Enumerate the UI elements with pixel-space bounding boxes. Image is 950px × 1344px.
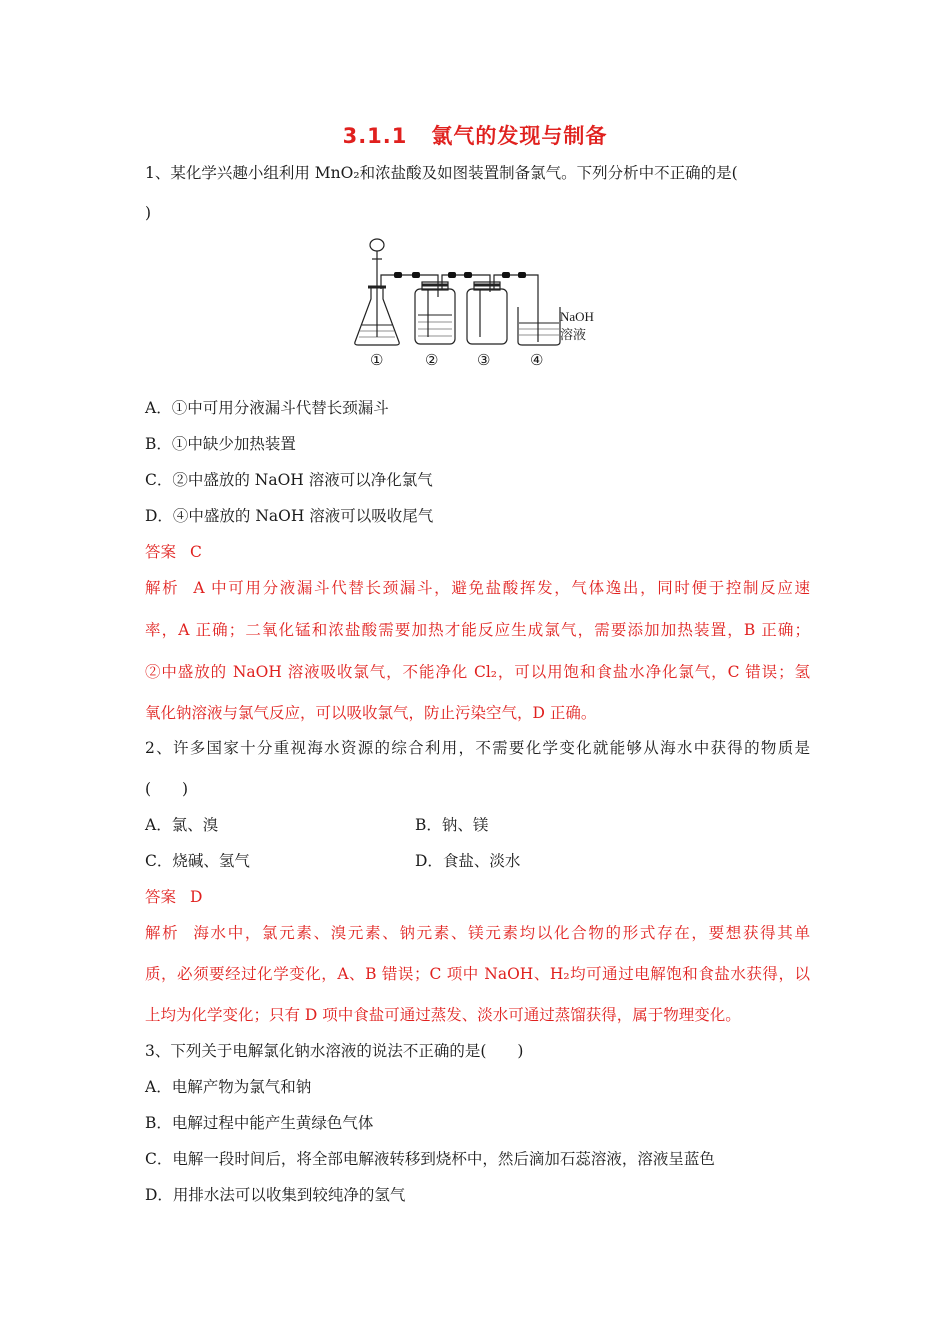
q2-option-b: B．钠、镁 bbox=[415, 816, 489, 834]
q3-option-c: C．电解一段时间后，将全部电解液转移到烧杯中，然后滴加石蕊溶液，溶液呈蓝色 bbox=[145, 1150, 715, 1168]
q2-analysis-line1: 解析 海水中，氯元素、溴元素、钠元素、镁元素均以化合物的形式存在，要想获得其单 bbox=[145, 924, 810, 942]
q2-answer-value: D bbox=[190, 888, 203, 906]
q1-analysis-line1: 解析 A 中可用分液漏斗代替长颈漏斗，避免盐酸挥发，气体逸出，同时便于控制反应速 bbox=[145, 579, 810, 597]
q2-stem-line1: 2、许多国家十分重视海水资源的综合利用，不需要化学变化就能够从海水中获得的物质是 bbox=[145, 739, 810, 757]
q3-option-a: A．电解产物为氯气和钠 bbox=[145, 1078, 312, 1096]
q1-analysis-line3: ②中盛放的 NaOH 溶液吸收氯气，不能净化 Cl₂，可以用饱和食盐水净化氯气，C 错误；氢 bbox=[145, 663, 810, 681]
apparatus-figure bbox=[350, 237, 605, 372]
q2-option-d: D．食盐、淡水 bbox=[415, 852, 521, 870]
solution-label: 溶液 bbox=[560, 328, 587, 343]
q2-stem-line2: ( ) bbox=[145, 780, 189, 798]
q2-analysis-line2: 质，必须要经过化学变化，A、B 错误；C 项中 NaOH、H₂均可通过电解饱和食盐水获得，以 bbox=[145, 965, 810, 983]
q1-option-d: D．④中盛放的 NaOH 溶液可以吸收尾气 bbox=[145, 507, 434, 525]
q1-option-c: C．②中盛放的 NaOH 溶液可以净化氯气 bbox=[145, 471, 433, 489]
beaker-4 bbox=[518, 307, 560, 345]
q3-stem: 3、下列关于电解氯化钠水溶液的说法不正确的是( ) bbox=[145, 1042, 524, 1060]
q1-answer bbox=[145, 541, 810, 563]
naoh-label: NaOH bbox=[560, 309, 594, 324]
label-2: ② bbox=[425, 351, 439, 369]
label-3: ③ bbox=[477, 351, 491, 369]
q2-analysis-label: 解析 bbox=[145, 924, 180, 942]
q3-option-b: B．电解过程中能产生黄绿色气体 bbox=[145, 1114, 374, 1132]
q1-stem-line1: 1、某化学兴趣小组利用 MnO₂和浓盐酸及如图装置制备氯气。下列分析中不正确的是( bbox=[145, 164, 738, 182]
q1-stem-line2: ) bbox=[145, 204, 152, 222]
q1-analysis-line2: 率，A 正确；二氧化锰和浓盐酸需要加热才能反应生成氯气，需要添加加热装置，B 正确； bbox=[145, 621, 810, 639]
q2-analysis-line3: 上均为化学变化；只有 D 项中食盐可通过蒸发、淡水可通过蒸馏获得，属于物理变化。 bbox=[145, 1006, 741, 1024]
funnel-bulb bbox=[370, 239, 384, 251]
label-1: ① bbox=[370, 351, 384, 369]
section-number: 3.1.1 bbox=[342, 124, 408, 148]
q1-option-b: B．①中缺少加热装置 bbox=[145, 435, 296, 453]
q3-option-d: D．用排水法可以收集到较纯净的氢气 bbox=[145, 1186, 406, 1204]
q1-analysis-line4: 氧化钠溶液与氯气反应，可以吸收氯气，防止污染空气，D 正确。 bbox=[145, 704, 597, 722]
q1-option-a: A．①中可用分液漏斗代替长颈漏斗 bbox=[145, 399, 389, 417]
q2-answer-label: 答案 bbox=[145, 888, 177, 906]
label-4: ④ bbox=[530, 351, 544, 369]
section-title: 氯气的发现与制备 bbox=[431, 124, 608, 148]
q1-answer-label: 答案 bbox=[145, 543, 177, 561]
bottle-3 bbox=[467, 289, 507, 344]
page-title bbox=[0, 120, 950, 150]
apparatus-diagram bbox=[350, 237, 605, 372]
q2-answer bbox=[145, 886, 810, 908]
q1-answer-value: C bbox=[190, 543, 202, 561]
q1-analysis-label: 解析 bbox=[145, 579, 180, 597]
q2-option-a: A．氯、溴 bbox=[145, 816, 219, 834]
q2-option-c: C．烧碱、氢气 bbox=[145, 852, 250, 870]
